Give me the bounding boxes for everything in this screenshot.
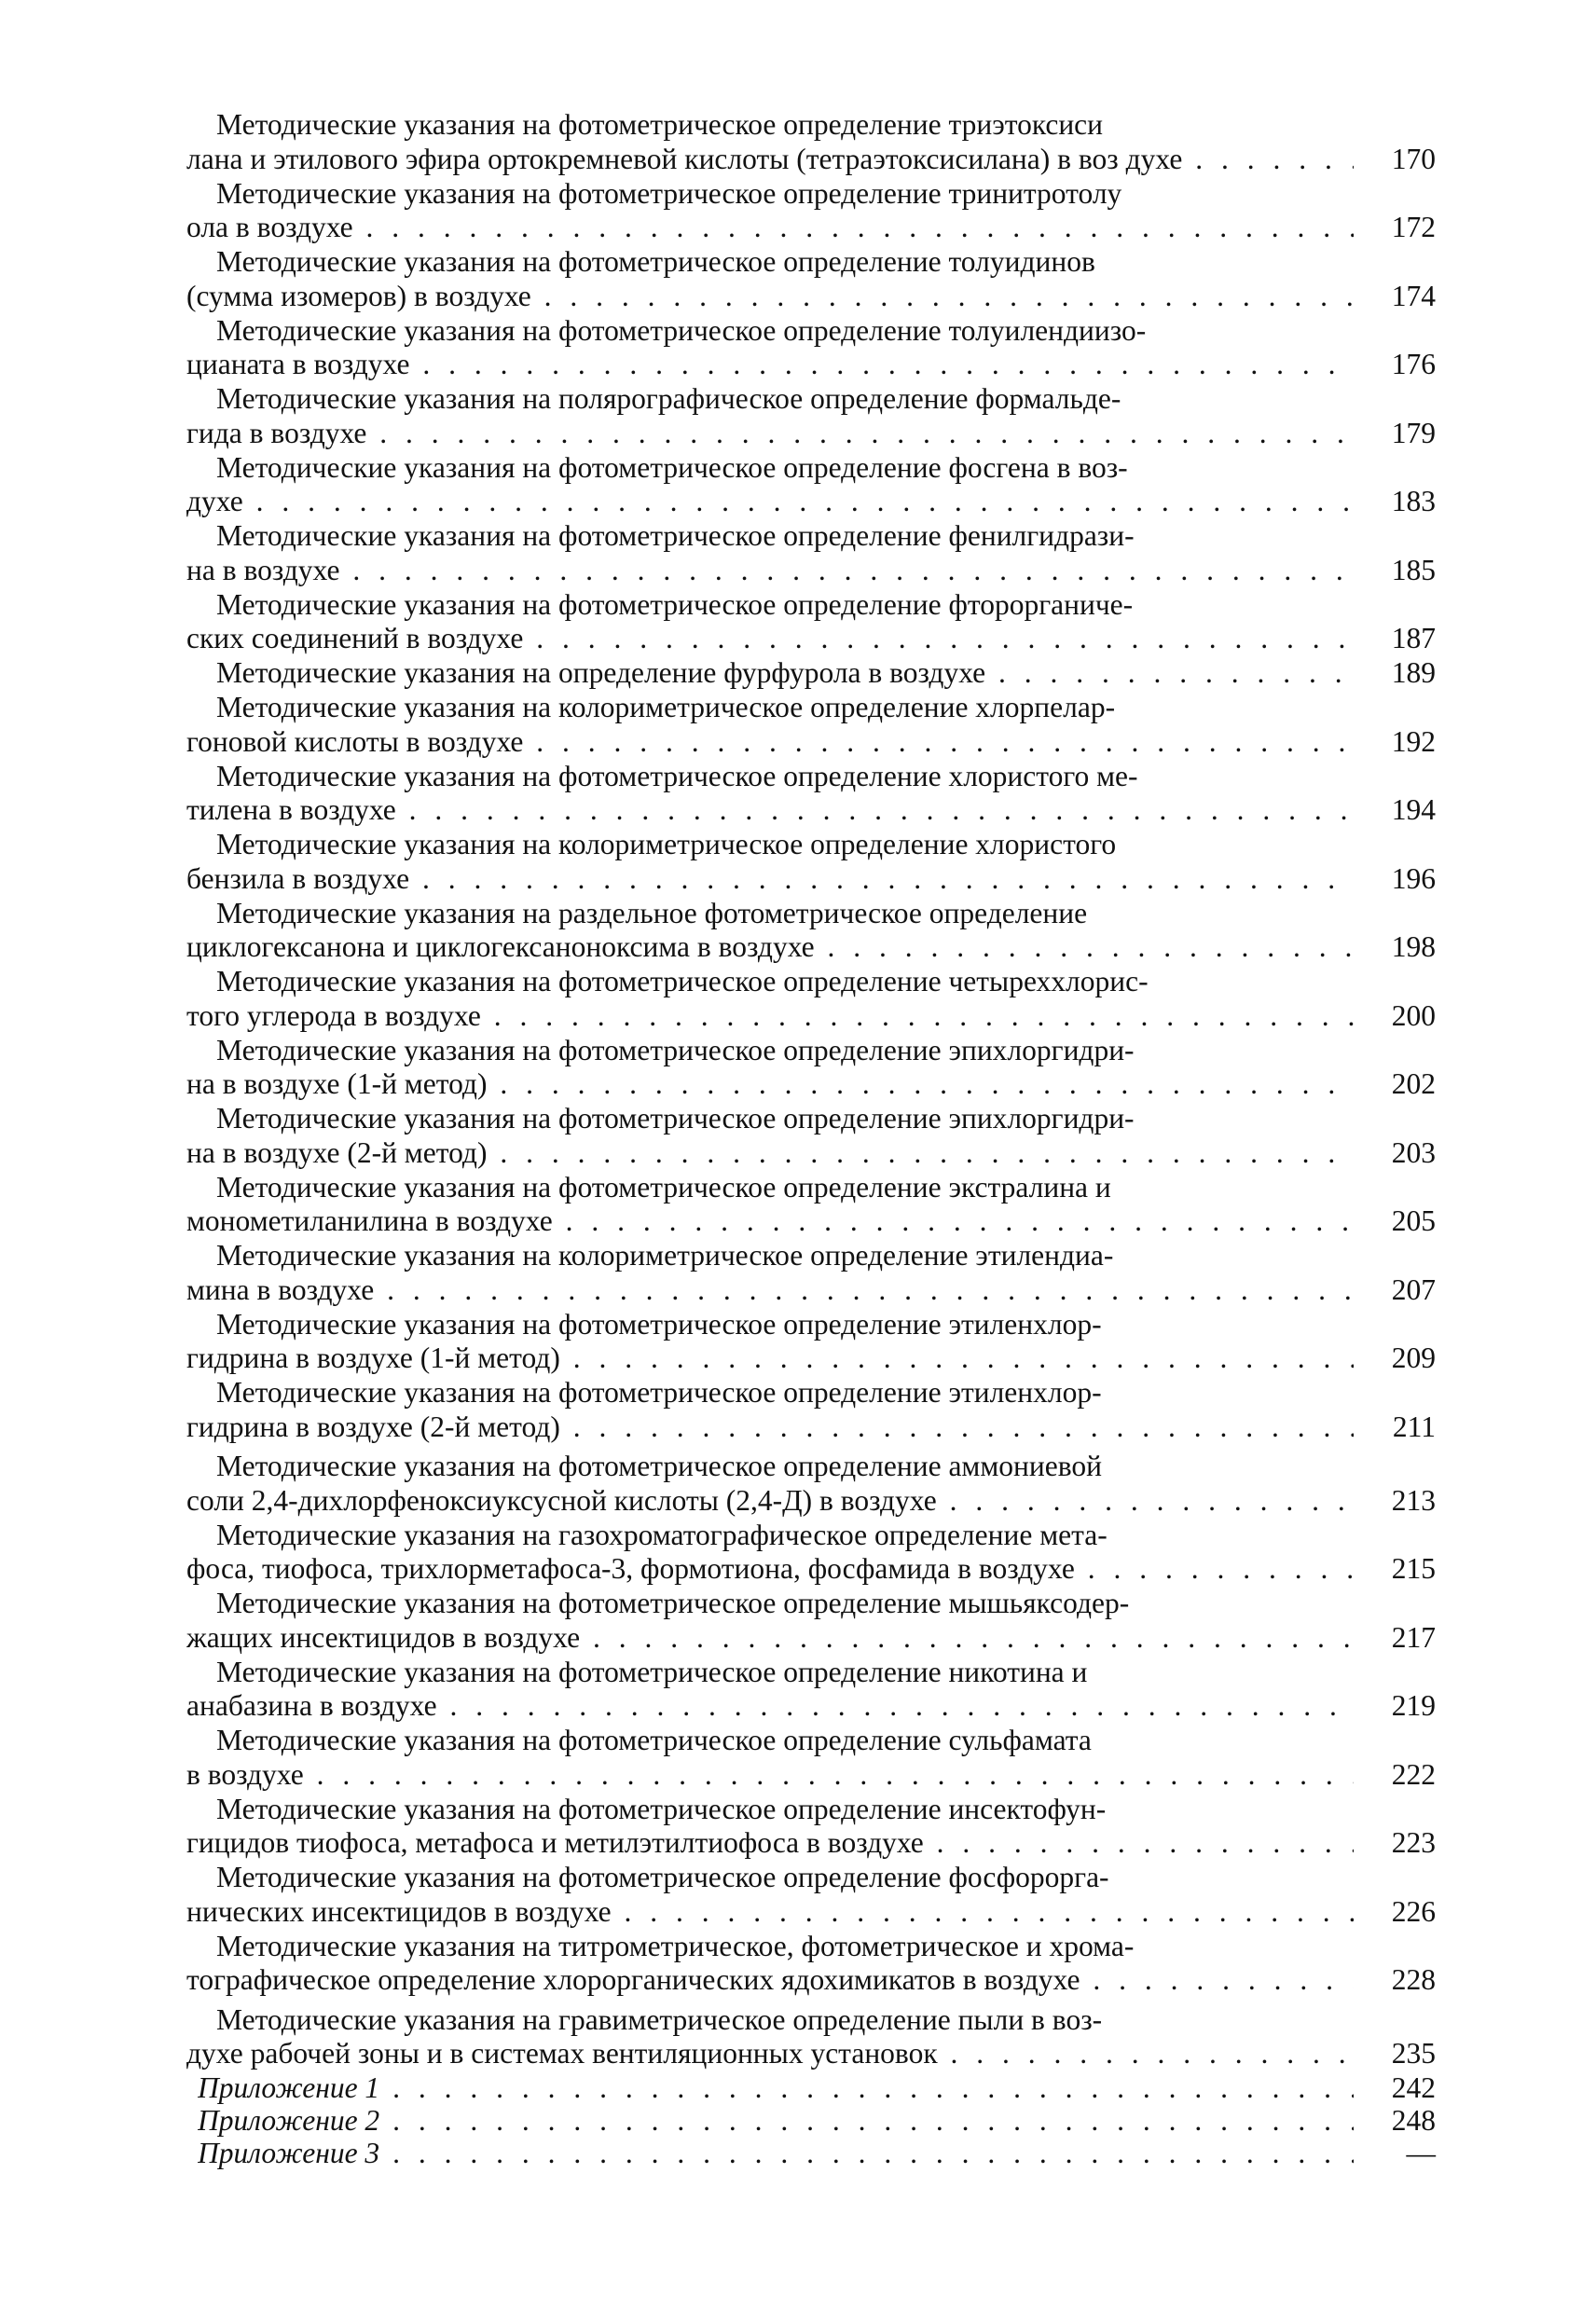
table-of-contents xyxy=(186,108,1436,2169)
page-number: 183 xyxy=(1391,485,1436,517)
entry-title: Методические указания на фотометрическое определение эпихлоргидри- xyxy=(216,1102,1135,1135)
page-number: 176 xyxy=(1391,348,1436,380)
entry-title: Методические указания на фотометрическое определение экстралина и xyxy=(216,1170,1111,1204)
page-number: 242 xyxy=(1391,2071,1436,2104)
entry-title-cont: духе . . . xyxy=(186,485,1354,519)
entry-title: Методические указания на фотометрическое определение фторорганиче- xyxy=(216,587,1134,621)
entry-title: Методические указания на фотометрическое определение фосфорорга- xyxy=(216,1861,1109,1893)
entry-title: Методические указания на фотометрическое определение этиленхлор- xyxy=(216,1376,1102,1409)
entry-title: Методические указания на фотометрическое определение фенилгидрази- xyxy=(216,519,1135,552)
toc-entry xyxy=(186,2003,1436,2071)
toc-entry xyxy=(186,828,1436,896)
toc-entry xyxy=(186,1450,1436,1518)
page-number: 196 xyxy=(1391,861,1436,895)
toc-entry xyxy=(186,1519,1436,1587)
entry-title: Методические указания на определение фурфурола в воздухе . . . xyxy=(186,656,1354,691)
page-number: 187 xyxy=(1391,622,1436,654)
entry-title: Методические указания на колориметрическое определение этилендиа- xyxy=(216,1239,1114,1272)
page-number: 215 xyxy=(1391,1552,1436,1585)
entry-title: Методические указания на газохроматографическое определение мета- xyxy=(216,1518,1108,1551)
toc-entry xyxy=(186,1793,1436,1861)
entry-title: Методические указания на фотометрическое определение эпихлоргидри- xyxy=(216,1033,1135,1066)
toc-entry xyxy=(186,897,1436,965)
page-number: 179 xyxy=(1391,416,1436,449)
page-number: 219 xyxy=(1391,1689,1436,1722)
entry-title-cont: цианата в воздухе . . . xyxy=(186,348,1354,382)
entry-title: Методические указания на фотометрическое определение сульфамата xyxy=(216,1724,1092,1756)
toc-entry xyxy=(186,656,1436,691)
page-number: — xyxy=(1406,2137,1436,2169)
entry-title-cont: монометиланилина в воздухе . . . xyxy=(186,1204,1354,1239)
toc-entry xyxy=(186,177,1436,245)
toc-entry xyxy=(186,314,1436,382)
entry-title-cont: циклогексанона и циклогексаноноксима в воздухе . . . xyxy=(186,930,1354,965)
appendix-label: Приложение 2 . . . xyxy=(198,2104,1354,2137)
entry-title-cont: ских соединений в воздухе . . . xyxy=(186,622,1354,656)
toc-entry xyxy=(186,965,1436,1033)
page-number: 192 xyxy=(1391,724,1436,758)
entry-title-cont: анабазина в воздухе . . . xyxy=(186,1689,1354,1724)
toc-entry xyxy=(186,1930,1436,1998)
entry-title-cont: жащих инсектицидов в воздухе . . . xyxy=(186,1621,1354,1656)
entry-title: Методические указания на фотометрическое определение тринитротолу xyxy=(216,176,1122,210)
entry-title-cont: гицидов тиофоса, метафоса и метилэтилтиофоса в воздухе . . . xyxy=(186,1826,1354,1861)
toc-entry xyxy=(186,760,1436,828)
entry-title: Методические указания на фотометрическое определение фосгена в воз- xyxy=(216,450,1128,484)
toc-entry xyxy=(186,1034,1436,1102)
entry-title: Методические указания на фотометрическое определение никотина и xyxy=(216,1655,1088,1688)
entry-title: Методические указания на фотометрическое определение мышьяксодер- xyxy=(216,1587,1130,1619)
entry-title-cont: фоса, тиофоса, трихлорметафоса-3, формотиона, фосфамида в воздухе . . . xyxy=(186,1552,1354,1587)
entry-title-cont: нических инсектицидов в воздухе . . . xyxy=(186,1895,1354,1930)
entry-title: Методические указания на фотометрическое определение триэтоксиси xyxy=(216,108,1104,141)
page-number: 174 xyxy=(1391,279,1436,312)
toc-entry xyxy=(186,1239,1436,1307)
page-number: 222 xyxy=(1391,1757,1436,1791)
toc-entry xyxy=(186,1376,1436,1444)
entry-title-cont: в воздухе . . . xyxy=(186,1758,1354,1793)
toc-entry xyxy=(186,1587,1436,1655)
page-number: 235 xyxy=(1391,2037,1436,2070)
page-number: 213 xyxy=(1391,1483,1436,1517)
toc-entry xyxy=(186,451,1436,519)
entry-title: Методические указания на фотометрическое определение толуидинов xyxy=(216,245,1095,278)
entry-title-cont: гидрина в воздухе (1-й метод) . . . xyxy=(186,1341,1354,1376)
toc-entry xyxy=(186,519,1436,587)
entry-title-cont: тографическое определение хлорорганических ядохимикатов в воздухе . . . xyxy=(186,1963,1354,1998)
entry-title: Методические указания на фотометрическое определение хлористого ме- xyxy=(216,759,1138,792)
page-number: 211 xyxy=(1392,1410,1436,1443)
entry-title-cont: на в воздухе (1-й метод) . . . xyxy=(186,1067,1354,1102)
page-number: 189 xyxy=(1391,656,1436,689)
entry-title: Методические указания на колориметрическое определение хлорпелар- xyxy=(216,691,1116,723)
toc-entry xyxy=(186,691,1436,759)
entry-title: Методические указания на фотометрическое определение аммониевой xyxy=(216,1450,1102,1482)
entry-title-cont: гида в воздухе . . . xyxy=(186,417,1354,451)
toc-entry xyxy=(186,1308,1436,1376)
entry-title-cont: духе рабочей зоны и в системах вентиляционных установок . . . xyxy=(186,2037,1354,2071)
toc-entry xyxy=(186,382,1436,450)
page-number: 228 xyxy=(1391,1963,1436,1996)
toc-entry xyxy=(186,1171,1436,1239)
appendix-entry xyxy=(186,2104,1436,2137)
page-number: 209 xyxy=(1391,1341,1436,1374)
page-number: 198 xyxy=(1391,930,1436,963)
entry-title: Методические указания на фотометрическое определение толуилендиизо- xyxy=(216,313,1147,347)
entry-title: Методические указания на фотометрическое определение этиленхлор- xyxy=(216,1307,1102,1341)
page-number: 203 xyxy=(1391,1135,1436,1169)
page-number: 185 xyxy=(1391,553,1436,586)
entry-title-cont: на в воздухе (2-й метод) . . . xyxy=(186,1136,1354,1171)
page-number: 248 xyxy=(1391,2104,1436,2137)
entry-title: Методические указания на колориметрическое определение хлористого xyxy=(216,828,1117,860)
appendix-entry xyxy=(186,2071,1436,2104)
entry-title: Методические указания на титрометрическое, фотометрическое и хрома- xyxy=(216,1929,1135,1962)
toc-entry xyxy=(186,1656,1436,1724)
entry-title-cont: на в воздухе . . . xyxy=(186,554,1354,588)
toc-entry xyxy=(186,1861,1436,1929)
appendix-label: Приложение 3 . . . xyxy=(198,2137,1354,2169)
entry-title-cont: бензила в воздухе . . . xyxy=(186,862,1354,897)
page-number: 170 xyxy=(1391,142,1436,175)
entry-title-cont: (суммa изомеров) в воздухе . . . xyxy=(186,280,1354,314)
page-number: 202 xyxy=(1391,1067,1436,1100)
page-number: 217 xyxy=(1391,1620,1436,1654)
entry-title: Методические указания на фотометрическое определение четыреххлорис- xyxy=(216,965,1149,997)
toc-entry xyxy=(186,108,1436,176)
entry-title-cont: ола в воздухе . . . xyxy=(186,211,1354,245)
toc-entry xyxy=(186,1102,1436,1170)
entry-title-cont: гоновой кислоты в воздухе . . . xyxy=(186,725,1354,760)
entry-title: Методические указания на гравиметрическое определение пыли в воз- xyxy=(216,2002,1103,2036)
entry-title-cont: того углерода в воздухе . . . xyxy=(186,999,1354,1034)
toc-entry xyxy=(186,1724,1436,1792)
appendix-entry xyxy=(186,2137,1436,2169)
entry-title-cont: гидрина в воздухе (2-й метод) . . . xyxy=(186,1410,1354,1445)
page-number: 226 xyxy=(1391,1894,1436,1928)
toc-entry xyxy=(186,245,1436,313)
page-number: 207 xyxy=(1391,1272,1436,1306)
page-number: 172 xyxy=(1391,211,1436,243)
page-number: 205 xyxy=(1391,1204,1436,1237)
toc-entry xyxy=(186,588,1436,656)
entry-title: Методические указания на полярографическое определение формальде- xyxy=(216,382,1121,415)
page-number: 223 xyxy=(1391,1826,1436,1859)
entry-title-cont: лана и этилового эфира ортокремневой кислоты (тетраэтоксисилана) в воз духе . . . xyxy=(186,143,1354,177)
entry-title-cont: мина в воздухе . . . xyxy=(186,1273,1354,1308)
entry-title-cont: тилена в воздухе . . . xyxy=(186,793,1354,828)
entry-title: Методические указания на фотометрическое определение инсектофун- xyxy=(216,1792,1107,1825)
page-number: 200 xyxy=(1391,998,1436,1032)
entry-title: Методические указания на раздельное фотометрическое определение xyxy=(216,896,1088,929)
entry-title-cont: соли 2,4-дихлорфеноксиуксусной кислоты (2,4-Д) в воздухе . . . xyxy=(186,1484,1354,1519)
appendix-label: Приложение 1 . . . xyxy=(198,2071,1354,2104)
page-number: 194 xyxy=(1391,793,1436,826)
